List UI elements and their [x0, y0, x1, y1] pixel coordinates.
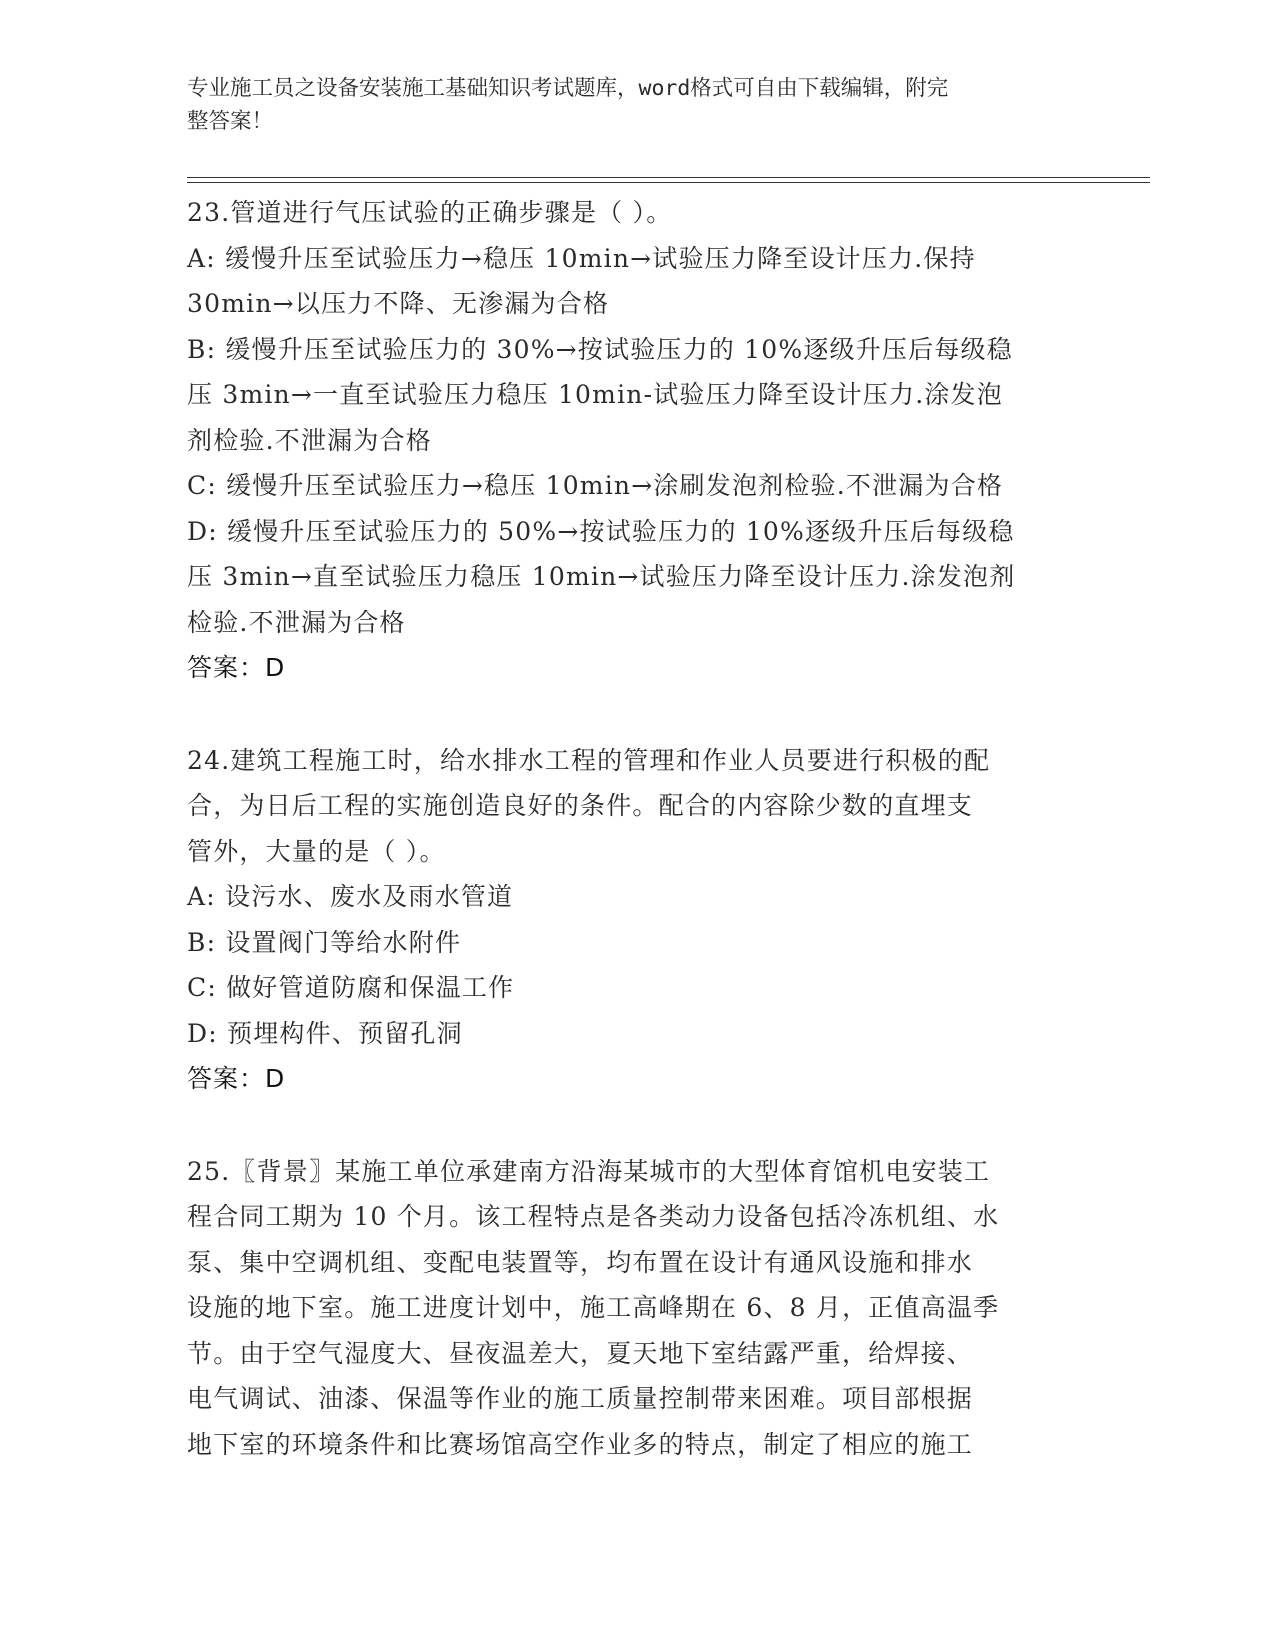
question-list — [187, 190, 1087, 1467]
spacer — [187, 691, 1087, 738]
question-24-option-d: D: 预埋构件、预留孔洞 — [187, 1018, 463, 1048]
question-23-option-d-line-3: 检验.不泄漏为合格 — [187, 607, 406, 637]
question-23-option-b-line-2: 压 3min→一直至试验压力稳压 10min-试验压力降至设计压力.涂发泡 — [187, 380, 1003, 409]
header-rule-top — [187, 177, 1150, 178]
question-25-stem-line-3: 泵、集中空调机组、变配电装置等，均布置在设计有通风设施和排水 — [187, 1247, 974, 1277]
header-line-2: 整答案！ — [187, 109, 274, 134]
question-25-stem-line-5: 节。由于空气湿度大、昼夜温差大，夏天地下室结露严重，给焊接、 — [187, 1338, 974, 1368]
header-rule-bottom — [187, 182, 1150, 183]
spacer — [187, 1102, 1087, 1149]
question-24-stem-line-3: 管外，大量的是（ ）。 — [187, 836, 446, 866]
question-24-option-a: A: 设污水、废水及雨水管道 — [187, 882, 514, 911]
question-23-option-d-line-2: 压 3min→直至试验压力稳压 10min→试验压力降至设计压力.涂发泡剂 — [187, 562, 1016, 591]
question-24-answer: 答案：D — [187, 1064, 286, 1093]
question-23-answer: 答案：D — [187, 653, 286, 682]
question-24-option-c: C: 做好管道防腐和保温工作 — [187, 973, 515, 1002]
question-24-stem-line-2: 合，为日后工程的实施创造良好的条件。配合的内容除少数的直埋支 — [187, 791, 974, 820]
question-23-option-d-line-1: D: 缓慢升压至试验压力的 50%→按试验压力的 10%逐级升压后每级稳 — [187, 516, 1015, 546]
question-25 — [187, 1149, 1087, 1468]
question-23-option-a-line-2: 30min→以压力不降、无渗漏为合格 — [187, 289, 610, 318]
question-24 — [187, 738, 1087, 1102]
header-line-1: 专业施工员之设备安装施工基础知识考试题库，word格式可自由下载编辑，附完 — [187, 76, 949, 101]
question-23-option-b-line-1: B: 缓慢升压至试验压力的 30%→按试验压力的 10%逐级升压后每级稳 — [187, 334, 1013, 364]
question-25-stem-line-4: 设施的地下室。施工进度计划中，施工高峰期在 6、8 月，正值高温季 — [187, 1293, 1000, 1322]
question-24-option-b: B: 设置阀门等给水附件 — [187, 927, 462, 957]
question-23-option-c: C: 缓慢升压至试验压力→稳压 10min→涂刷发泡剂检验.不泄漏为合格 — [187, 471, 1004, 500]
question-24-stem-line-1: 24.建筑工程施工时，给水排水工程的管理和作业人员要进行积极的配 — [187, 745, 991, 775]
question-23-option-b-line-3: 剂检验.不泄漏为合格 — [187, 425, 432, 455]
question-23-stem: 23.管道进行气压试验的正确步骤是（ ）。 — [187, 198, 673, 227]
question-25-stem-line-6: 电气调试、油漆、保温等作业的施工质量控制带来困难。项目部根据 — [187, 1384, 974, 1413]
question-25-stem-line-7: 地下室的环境条件和比赛场馆高空作业多的特点，制定了相应的施工 — [187, 1429, 974, 1459]
document-header — [187, 72, 1067, 138]
question-23 — [187, 190, 1087, 691]
question-23-option-a-line-1: A: 缓慢升压至试验压力→稳压 10min→试验压力降至设计压力.保持 — [187, 243, 976, 273]
question-25-stem-line-1: 25.〖背景〗某施工单位承建南方沿海某城市的大型体育馆机电安装工 — [187, 1156, 991, 1186]
question-25-stem-line-2: 程合同工期为 10 个月。该工程特点是各类动力设备包括冷冻机组、水 — [187, 1202, 1000, 1231]
